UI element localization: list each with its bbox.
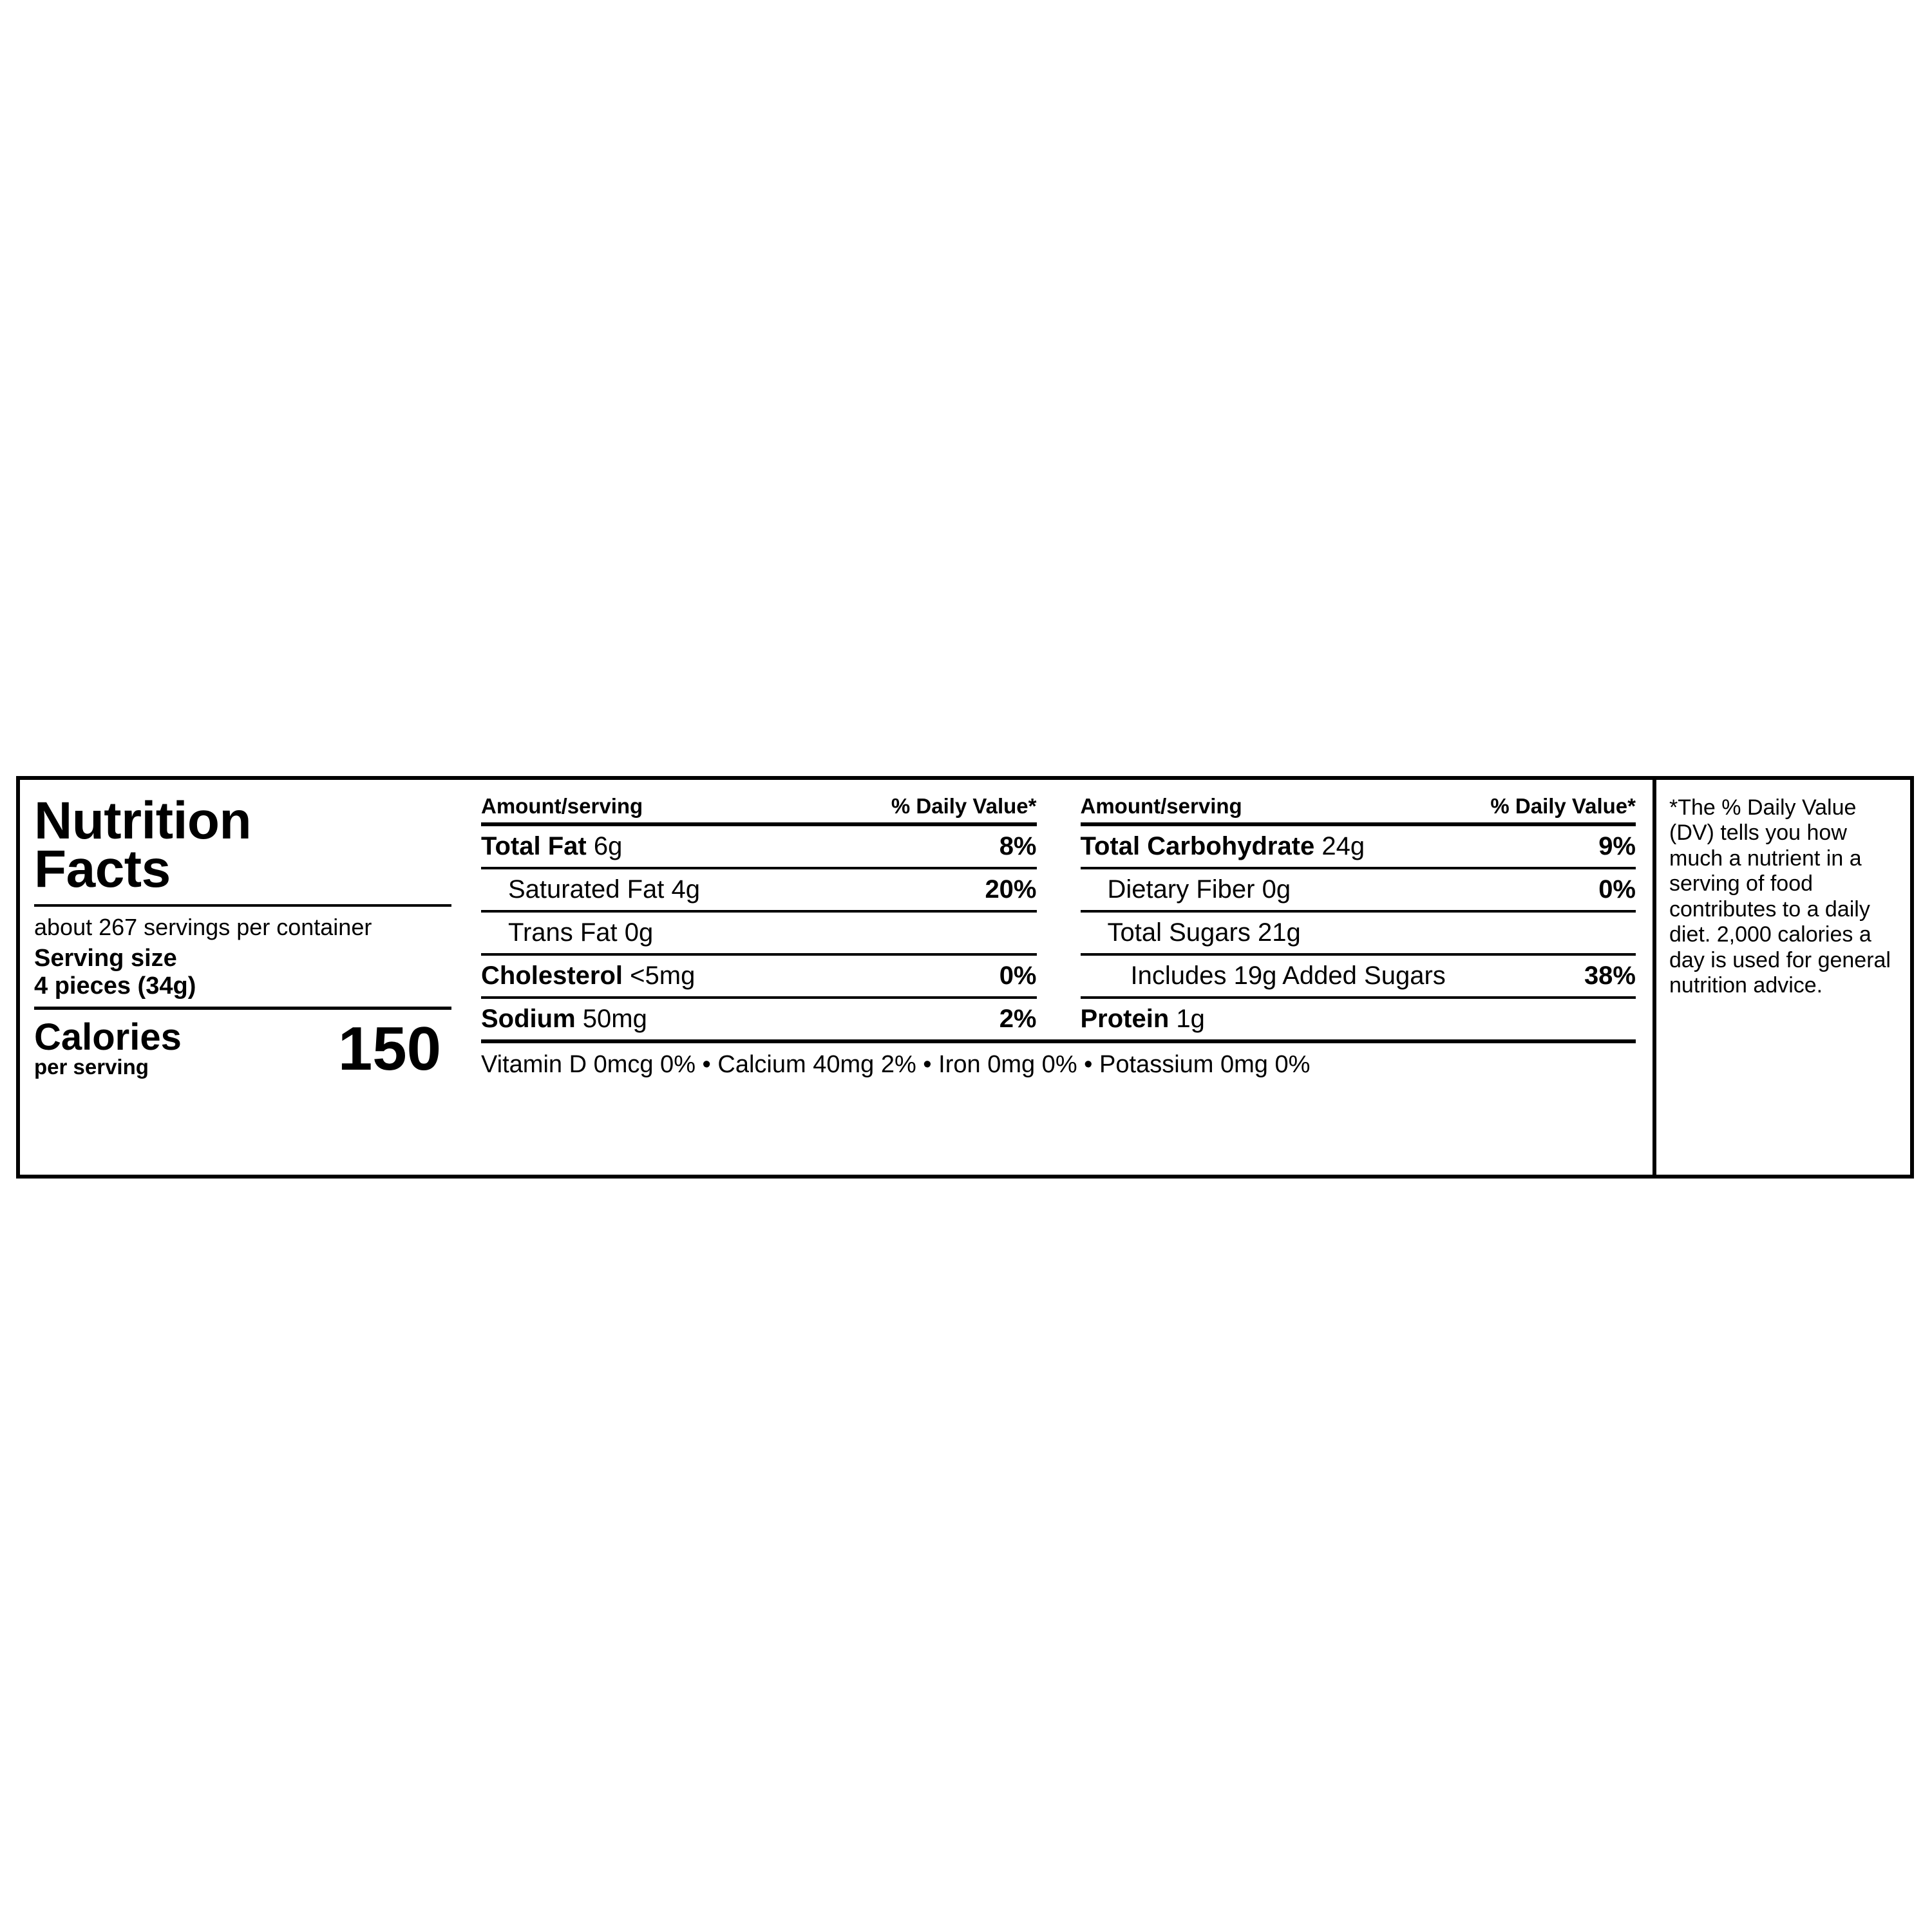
column-header-right: [1081, 794, 1636, 822]
title-line-facts: Facts: [34, 840, 171, 899]
divider-under-serving-size: [34, 1007, 451, 1010]
nutrient-amount: 0g: [1262, 875, 1291, 904]
nutrient-dv: 0%: [999, 961, 1037, 990]
calories-label-wrap: [34, 1016, 182, 1079]
amount-header: Amount/serving: [481, 794, 643, 818]
daily-value-footnote: *The % Daily Value (DV) tells you how much a nutrient in a serving of food contributes to a daily diet. 2,000 calories a day is used for general nutrition advice.: [1653, 780, 1910, 1175]
calories-per-serving-label: per serving: [34, 1054, 149, 1079]
column-header-left: [481, 794, 1037, 822]
table-row: [1081, 996, 1636, 1039]
nutrients-section: [464, 780, 1653, 1175]
nutrient-dv: 9%: [1598, 832, 1636, 860]
title-line-nutrition: Nutrition: [34, 791, 252, 850]
nutrient-amount: 0g: [624, 918, 654, 947]
nutrient-amount: 21g: [1257, 918, 1301, 947]
calories-label: Calories: [34, 1016, 182, 1058]
nutrient-name: Cholesterol: [481, 961, 623, 990]
page-title: [34, 791, 451, 899]
nutrient-name: Total Sugars: [1107, 918, 1251, 947]
nutrient-amount: 6g: [593, 832, 623, 860]
nutrient-dv: 20%: [985, 875, 1037, 904]
nutrient-column-left: [464, 794, 1059, 1039]
nutrient-amount: <5mg: [630, 961, 696, 990]
nutrient-amount: 1g: [1176, 1005, 1205, 1033]
nutrient-name: Sodium: [481, 1005, 576, 1033]
table-row: [481, 867, 1037, 910]
table-row: [1081, 867, 1636, 910]
nutrient-dv: 8%: [999, 832, 1037, 860]
calories-value: 150: [337, 1014, 441, 1084]
daily-value-header: % Daily Value*: [891, 794, 1037, 818]
nutrient-name: Total Fat: [481, 832, 587, 860]
daily-value-header: % Daily Value*: [1490, 794, 1636, 818]
amount-header: Amount/serving: [1080, 794, 1242, 818]
nutrient-columns: [464, 794, 1653, 1039]
nutrient-name: Total Carbohydrate: [1080, 832, 1315, 860]
nutrient-name: Includes 19g Added Sugars: [1130, 961, 1446, 990]
serving-info-column: [20, 780, 464, 1175]
table-row: [481, 910, 1037, 953]
nutrient-name: Trans Fat: [508, 918, 618, 947]
nutrient-amount: 50mg: [582, 1005, 647, 1033]
nutrition-facts-panel: [16, 776, 1914, 1179]
divider-under-title: [34, 904, 451, 907]
calories-row: [34, 1014, 451, 1084]
nutrient-amount: 4g: [671, 875, 700, 904]
nutrient-dv: 38%: [1584, 961, 1636, 990]
serving-size-value: 4 pieces (34g): [34, 972, 196, 1000]
nutrient-name: Dietary Fiber: [1107, 875, 1255, 904]
nutrient-amount: 24g: [1321, 832, 1365, 860]
nutrient-column-right: [1059, 794, 1653, 1039]
table-row: [481, 996, 1037, 1039]
serving-size-label: Serving size: [34, 945, 177, 972]
micronutrients-line: Vitamin D 0mcg 0% • Calcium 40mg 2% • Iron 0mg 0% • Potassium 0mg 0%: [481, 1039, 1636, 1079]
table-row: [481, 822, 1037, 867]
servings-per-container: about 267 servings per container: [34, 913, 372, 940]
nutrient-name: Protein: [1080, 1005, 1170, 1033]
table-row: [1081, 822, 1636, 867]
nutrient-dv: 0%: [1598, 875, 1636, 904]
nutrient-name: Saturated Fat: [508, 875, 665, 904]
table-row: [1081, 953, 1636, 996]
table-row: [481, 953, 1037, 996]
table-row: [1081, 910, 1636, 953]
nutrient-dv: 2%: [999, 1005, 1037, 1033]
